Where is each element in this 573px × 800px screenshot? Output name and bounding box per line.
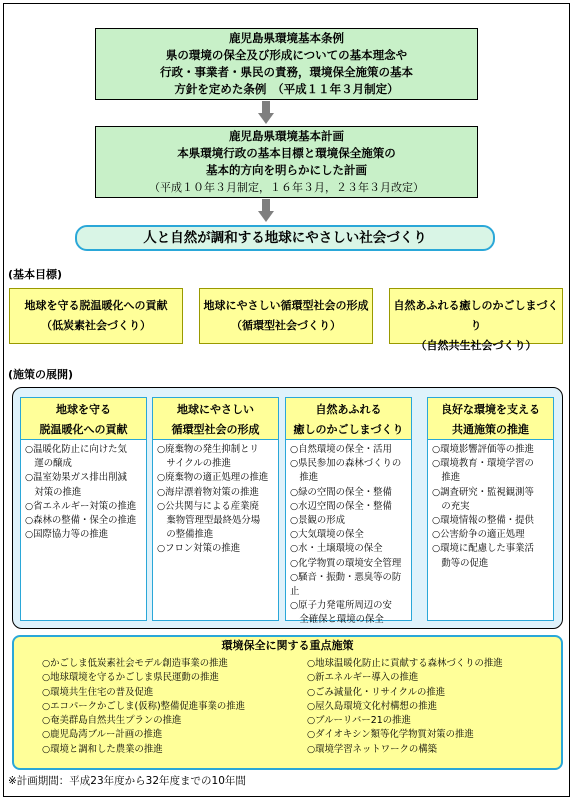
list-item: ○海岸漂着物対策の推進 — [157, 486, 259, 498]
list-item: ○県民参加の森林づくりの — [290, 458, 402, 470]
goal-recycling — [199, 288, 373, 344]
plan-box — [95, 126, 478, 198]
list-item: ○温暖化防止に向けた気 — [25, 444, 127, 455]
list-item: ○ブルーリバー21の推進 — [307, 715, 411, 727]
ordinance-line2: 行政・事業者・県民の責務，環境保全施策の基本 — [160, 65, 413, 79]
plan-line2: 基本的方向を明らかにした計画 — [206, 163, 367, 177]
goal-sub: （自然共生社会づくり） — [415, 339, 537, 352]
footnote: ※計画期間：平成23年度から32年度までの10年間 — [8, 775, 246, 787]
list-item: ○地球温暖化防止に貢献する森林づくりの推進 — [307, 658, 503, 669]
list-item: ○廃棄物の発生抑制とリ — [157, 444, 259, 455]
list-item: ○公害紛争の適正処理 — [432, 529, 525, 541]
policy-list — [286, 440, 411, 628]
priority-left-column — [42, 657, 245, 757]
list-item: ○環境情報の整備・提供 — [432, 515, 534, 527]
list-item: ○屋久島環境文化村構想の推進 — [307, 700, 438, 712]
list-item: サイクルの推進 — [157, 458, 231, 470]
list-item: 推進 — [432, 472, 461, 484]
list-item: ○省エネルギー対策の推進 — [25, 500, 137, 512]
list-item: ○国際協力等の推進 — [25, 529, 109, 541]
policy-title-line2: 脱温暖化への貢献 — [39, 423, 128, 436]
down-arrow-icon — [258, 101, 274, 125]
list-item: 動等の促進 — [432, 557, 489, 569]
list-item: ○ごみ減量化・リサイクルの推進 — [307, 686, 446, 698]
policy-title-line2: 循環型社会の形成 — [171, 423, 260, 436]
list-item: ○温室効果ガス排出削減 — [25, 472, 127, 484]
list-item: ○新エネルギー導入の推進 — [307, 672, 419, 684]
list-item: ○エコパークかごしま(仮称)整備促進事業の推進 — [42, 700, 245, 712]
list-item: ○フロン対策の推進 — [157, 543, 241, 555]
list-item: ○環境影響評価等の推進 — [432, 444, 534, 455]
goal-sub: （低炭素社会づくり） — [41, 319, 151, 332]
policy-title-line1: 自然あふれる — [315, 403, 382, 416]
list-item: ○調査研究・監視観測等 — [432, 486, 534, 498]
goal-low-carbon — [9, 288, 183, 344]
list-item: ○公共関与による産業廃 — [157, 500, 259, 512]
ordinance-box — [95, 28, 478, 100]
goal-title: 地球にやさしい循環型社会の形成 — [203, 299, 369, 312]
list-item: ○鹿児島湾ブルー計画の推進 — [42, 729, 163, 741]
list-item: ○化学物質の環境安全管理 — [290, 557, 402, 569]
policy-column-warming — [20, 397, 147, 621]
list-item: ○廃棄物の適正処理の推進 — [157, 472, 269, 484]
goal-title: 地球を守る脱温暖化への貢献 — [24, 299, 168, 312]
list-item: ○環境に配慮した事業活 — [432, 543, 534, 555]
policy-header — [428, 398, 553, 440]
policy-column-nature — [285, 397, 412, 626]
priority-title: 環境保全に関する重点施策 — [221, 639, 354, 652]
goal-nature — [389, 288, 563, 352]
plan-line3: （平成１０年３月制定，１６年３月，２３年３月改定） — [149, 181, 424, 194]
policy-header — [21, 398, 146, 440]
list-item: ○環境学習ネットワークの構築 — [307, 743, 438, 755]
policy-title-line2: 共通施策の推進 — [452, 423, 529, 436]
policy-list — [153, 440, 278, 557]
policy-list — [21, 440, 146, 542]
policies-label: (施策の展開) — [8, 368, 74, 381]
list-item: ○ダイオキシン類等化学物質対策の推進 — [307, 729, 474, 741]
list-item: ○環境と調和した農業の推進 — [42, 743, 163, 755]
goals-label: (基本目標) — [8, 268, 63, 281]
policy-column-recycling — [152, 397, 279, 621]
policy-title-line2: 癒しのかごしまづくり — [293, 423, 404, 436]
plan-title: 鹿児島県環境基本計画 — [229, 129, 344, 143]
list-item: ○騒音・振動・悪臭等の防止 — [290, 571, 402, 598]
list-item: 棄物管理型最終処分場 — [157, 515, 261, 527]
list-item: の充実 — [432, 500, 470, 512]
list-item: ○かごしま低炭素社会モデル創造事業の推進 — [42, 658, 228, 669]
list-item: ○奄美群島自然共生プランの推進 — [42, 715, 182, 727]
goal-sub: （循環型社会づくり） — [231, 319, 341, 332]
list-item: の整備推進 — [157, 529, 214, 541]
priority-right-column — [307, 657, 503, 757]
policy-title-line1: 良好な環境を支える — [441, 403, 540, 416]
policy-title-line1: 地球にやさしい — [177, 403, 254, 416]
policy-column-common — [427, 397, 554, 621]
list-item: ○原子力発電所周辺の安 — [290, 600, 392, 612]
list-item: 推進 — [290, 472, 319, 484]
goal-title: 自然あふれる癒しのかごしまづくり — [393, 299, 559, 332]
list-item: ○水・土壌環境の保全 — [290, 543, 383, 555]
list-item: ○景観の形成 — [290, 515, 346, 527]
list-item: ○環境共生住宅の普及促進 — [42, 686, 154, 698]
list-item: ○水辺空間の保全・整備 — [290, 500, 392, 512]
policy-header — [286, 398, 411, 440]
ordinance-title: 鹿児島県環境基本条例 — [229, 31, 344, 45]
plan-line1: 本県環境行政の基本目標と環境保全施策の — [177, 146, 396, 160]
list-item: ○大気環境の保全 — [290, 529, 364, 541]
list-item: ○森林の整備・保全の推進 — [25, 515, 137, 527]
policy-header — [153, 398, 278, 440]
slogan-box: 人と自然が調和する地球にやさしい社会づくり — [75, 225, 495, 251]
policy-title-line1: 地球を守る — [56, 403, 111, 416]
policy-list — [428, 440, 553, 571]
list-item: 対策の推進 — [25, 486, 82, 498]
list-item: 全確保と環境の保全 — [290, 614, 384, 626]
down-arrow-icon — [258, 199, 274, 223]
priority-measures-box — [12, 635, 563, 770]
list-item: ○緑の空間の保全・整備 — [290, 486, 392, 498]
list-item: ○自然環境の保全・活用 — [290, 444, 392, 455]
ordinance-line3: 方針を定めた条例 （平成１１年３月制定） — [174, 82, 399, 96]
list-item: 運の醸成 — [25, 458, 72, 470]
ordinance-line1: 県の環境の保全及び形成についての基本理念や — [165, 48, 408, 62]
list-item: ○地球環境を守るかごしま県民運動の推進 — [42, 672, 219, 684]
list-item: ○環境教育・環境学習の — [432, 458, 534, 470]
